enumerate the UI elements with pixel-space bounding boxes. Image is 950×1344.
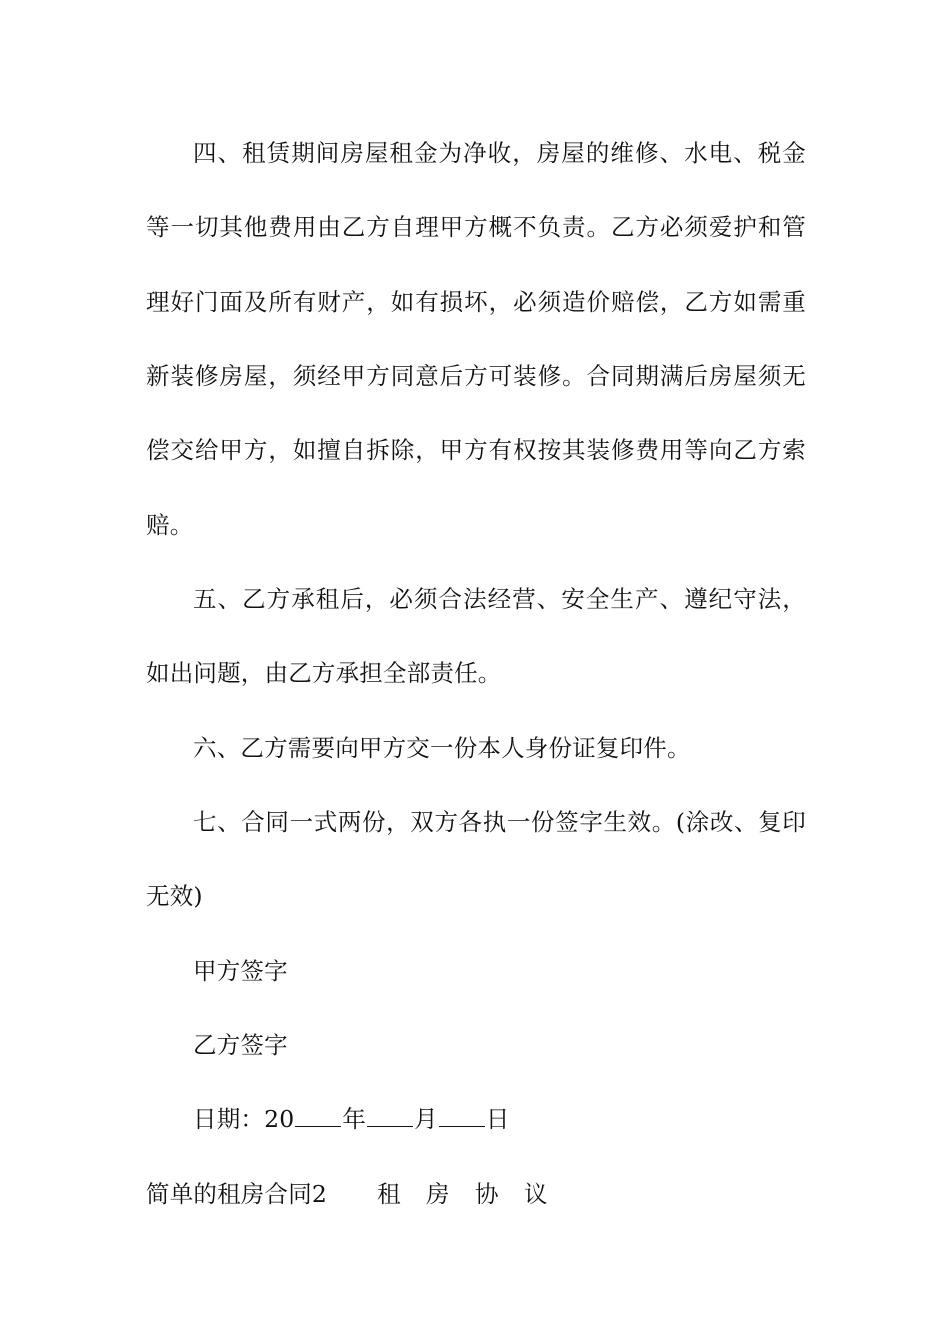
year-label: 年 <box>342 1105 367 1133</box>
next-section-title: 简单的租房合同2 <box>146 1180 328 1208</box>
clause-4-line-1: 四、租赁期间房屋租金为净收，房屋的维修、水电、税金 <box>193 139 806 167</box>
next-section-line <box>146 1179 556 1209</box>
month-blank <box>367 1104 413 1127</box>
clause-4-line-5: 偿交给甲方，如擅自拆除，甲方有权按其装修费用等向乙方索 <box>146 436 806 464</box>
clause-4-line-3: 理好门面及所有财产，如有损坏，必须造价赔偿，乙方如需重 <box>146 288 806 316</box>
party-b-signature-label: 乙方签字 <box>193 1031 288 1059</box>
clause-4-line-2: 等一切其他费用由乙方自理甲方概不负责。乙方必须爱护和管 <box>146 213 806 241</box>
day-blank <box>439 1104 485 1127</box>
date-line <box>193 1104 510 1134</box>
agreement-heading: 租 房 协 议 <box>377 1180 557 1208</box>
day-label: 日 <box>485 1105 510 1133</box>
party-a-signature-label: 甲方签字 <box>193 957 288 985</box>
clause-7-line-1: 七、合同一式两份，双方各执一份签字生效。(涂改、复印 <box>193 808 806 836</box>
date-label: 日期：20 <box>193 1105 295 1133</box>
clause-6-line-1: 六、乙方需要向甲方交一份本人身份证复印件。 <box>193 734 691 762</box>
clause-4-line-6: 赔。 <box>146 511 194 539</box>
month-label: 月 <box>414 1105 438 1133</box>
clause-5-line-1: 五、乙方承租后，必须合法经营、安全生产、遵纪守法， <box>193 585 806 613</box>
clause-5-line-2: 如出问题，由乙方承担全部责任。 <box>146 659 502 687</box>
clause-4-line-4: 新装修房屋，须经甲方同意后方可装修。合同期满后房屋须无 <box>146 362 806 390</box>
year-blank <box>295 1104 341 1127</box>
clause-7-line-2: 无效) <box>146 882 203 910</box>
